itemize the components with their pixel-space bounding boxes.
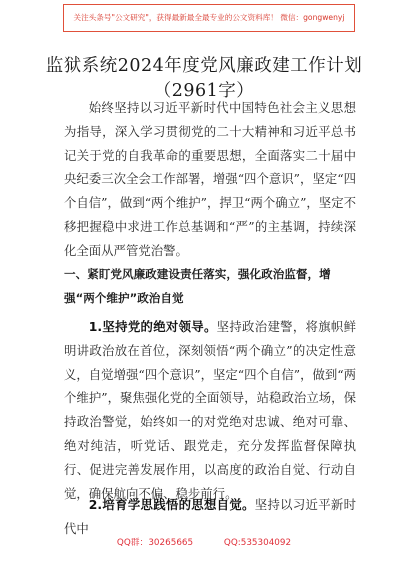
section-heading-1: 一、紧盯党风廉政建设责任落实，强化政治监督，增强“两个维护”政治自觉 (64, 267, 331, 305)
footer-qq: QQ:535304092 (223, 538, 292, 548)
item-1-lead: 1.坚持党的绝对领导。 (88, 319, 217, 334)
item-2-lead: 2.培育学思践悟的思想自觉。 (88, 497, 255, 512)
header-promo-banner: 关注头条号"公文研究"，获得最新最全最专业的公文资料库！ 微信：gongwenyj (63, 4, 355, 32)
intro-paragraph: 始终坚持以习近平新时代中国特色社会主义思想为指导，深入学习贯彻党的二十大精神和习近平总书记关于党的自我革命的重要思想，全面落实二十届中央纪委三次全会工作部署，增强“四个意识”，坚定“四个自信”，做到“两个维护”，捍卫“两个确立”，坚定不移把握稳中求进工作总基调和“严”的主基调，持续深化全面从严管党治警。 (64, 100, 356, 258)
document-word-count: （2961字） (153, 81, 255, 101)
footer-contact (0, 535, 408, 548)
paragraph-item-1 (64, 315, 356, 505)
paragraph-item-2 (64, 493, 356, 541)
item-2-body: 坚持以习近平新时代中 (64, 497, 356, 536)
item-1-body: 坚持政治建警，将旗帜鲜明讲政治放在首位，深刻领悟“两个确立”的决定性意义，自觉增强“四个意识”，坚定“四个自信”，做到“两个维护”，聚焦强化党的全面领导，站稳政治立场，保持政治警觉，始终如一的对党绝对忠诚、绝对可靠、绝对纯洁，听党话、跟党走，充分发挥监督保障执行、促进完善发展作用，以高度的政治自觉、行动自觉，确保航向不偏、稳步前行。 (64, 319, 356, 501)
footer-qq-group: QQ群：30265665 (116, 538, 194, 548)
document-title: 监狱系统2024年度党风廉政建工作计划 (45, 56, 363, 76)
